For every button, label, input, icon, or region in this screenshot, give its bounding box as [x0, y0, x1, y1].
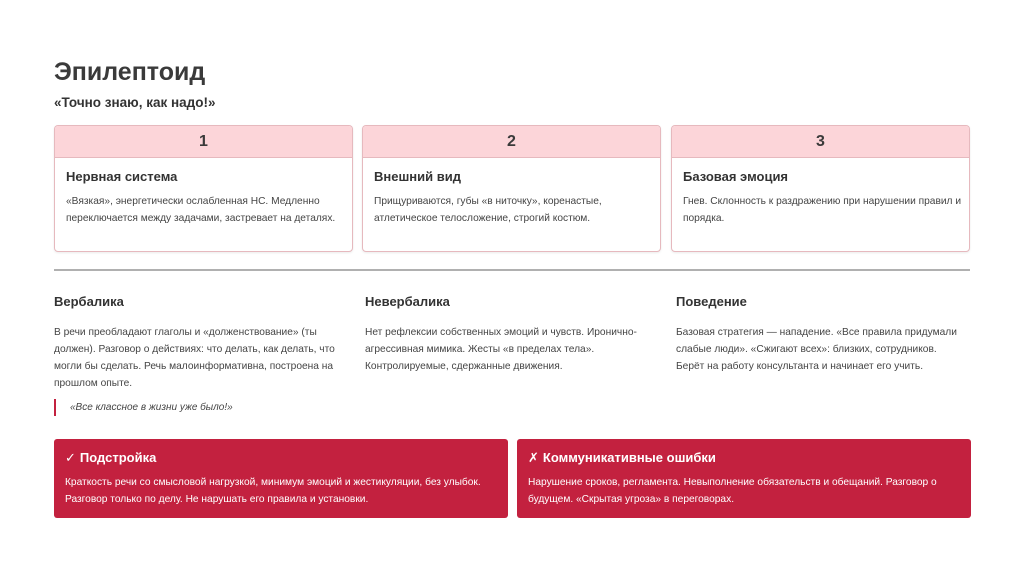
column-text: Базовая стратегия — нападение. «Все правила придумали слабые люди». «Сжигают всех»: близких, сотрудников. Берёт на работу консультанта и начинает его учить. — [676, 327, 957, 372]
page-title: Эпилептоид — [54, 58, 206, 86]
box-title-label: Подстройка — [79, 450, 157, 465]
box-adjustment — [54, 439, 508, 518]
column-text: В речи преобладают глаголы и «долженствование» (ты должен). Разговор о действиях: что делать, как делать, что могли бы сделать. Речь малоинформативна, построена на прошлом опыте. — [54, 327, 335, 389]
card-number: 3 — [672, 126, 969, 158]
box-text: Краткость речи со смысловой нагрузкой, минимум эмоций и жестикуляции, без улыбок. Разговор только по делу. Не нарушать его правила и установки. — [65, 477, 481, 505]
column-verbal — [54, 294, 344, 392]
column-title: Поведение — [676, 294, 747, 309]
column-nonverbal — [365, 294, 655, 375]
card-number: 1 — [55, 126, 352, 158]
card-text: «Вязкая», энергетически ослабленная НС. Медленно переключается между задачами, застревает на деталях. — [66, 196, 336, 224]
column-behavior — [676, 294, 966, 375]
card-base-emotion — [671, 125, 970, 252]
box-title-label: Коммуникативные ошибки — [542, 450, 716, 465]
card-title: Внешний вид — [374, 169, 461, 184]
column-title: Вербалика — [54, 294, 124, 309]
card-appearance — [362, 125, 661, 252]
column-text: Нет рефлексии собственных эмоций и чувств. Иронично-агрессивная мимика. Жесты «в пределах тела». Контролируемые, сдержанные движения. — [365, 327, 637, 372]
card-title: Базовая эмоция — [683, 169, 789, 184]
cross-icon: ✗ — [528, 450, 539, 465]
card-number: 2 — [363, 126, 660, 158]
card-text: Прищуриваются, губы «в ниточку», коренастые, атлетическое телосложение, строгий костюм. — [374, 196, 602, 224]
section-divider — [54, 269, 970, 271]
box-title — [528, 450, 716, 466]
check-icon: ✓ — [65, 450, 76, 465]
card-text: Гнев. Склонность к раздражению при нарушении правил и порядка. — [683, 196, 962, 224]
box-communication-errors — [517, 439, 971, 518]
card-title: Нервная система — [66, 169, 178, 184]
page-subtitle: «Точно знаю, как надо!» — [54, 95, 216, 110]
card-nervous-system — [54, 125, 353, 252]
box-text: Нарушение сроков, регламента. Невыполнение обязательств и обещаний. Разговор о будущем. «Скрытая угроза» в переговорах. — [528, 477, 937, 505]
column-title: Невербалика — [365, 294, 450, 309]
quote: «Все классное в жизни уже было!» — [54, 399, 233, 416]
box-title — [65, 450, 156, 466]
